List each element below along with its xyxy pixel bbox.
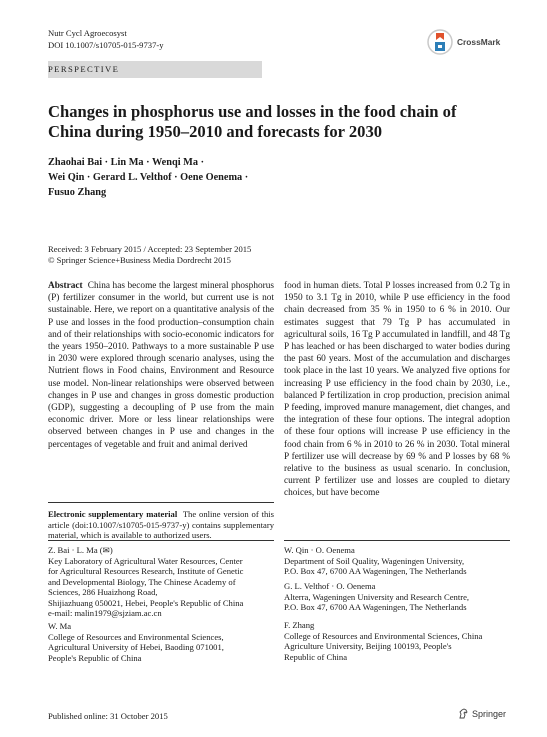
affiliation-line: Shijiazhuang 050021, Hebei, People's Republic of China	[48, 597, 244, 608]
section-label: PERSPECTIVE	[48, 64, 120, 74]
publication-dates	[48, 244, 251, 265]
abstract-right: food in human diets. Total P losses increased from 0.2 Tg in 1950 to 3.1 Tg in 2010, while P use efficiency in the food chain decreased from 35 % in 1950 to 6 % in 2010. Our estimates suggest that 79 Tg P has accumulated in agricultural soils, 16 Tg P accumulated in landfill, and 48 Tg P has leached or has been discharged to water bodies during the past 60 years. Most of the accumulation and discharges took place in the last 10 years. We analyzed five options for increasing P use efficiency in the food chain by 2030, i.e., balanced P fertilization in crop production, precision animal P feeding, improved manure management, diet changes, and the integration of these four options. The integral adoption of these four options will increase P use efficiency in the food chain from 6 % in 2010 to 26 % in 2030. Total mineral P fertilizer use will decrease by 69 % and P losses by 68 % relative to the business as usual scenario. In conclusion, current P fertilizer use and losses are coupled to dietary choices, but have become	[284, 281, 511, 499]
journal-header	[48, 28, 164, 51]
affiliation-line: and Developmental Biology, The Chinese Academy of	[48, 576, 236, 587]
affiliation-line: Key Laboratory of Agricultural Water Resources, Center	[48, 555, 243, 566]
author-line: Wei Qin · Gerard L. Velthof · Oene Oenema ·	[48, 172, 249, 183]
affiliation-block	[48, 545, 274, 619]
abstract-text-left: China has become the largest mineral phosphorus (P) fertilizer consumer in the world, but current use is not sustainable. Here, we report on a quantitative analysis of the P use and losses in the food production–consumption chain and of their relationships with socio-economic indicators for the years 1950–2010. Pathways to a more sustainable P use in 2030 were explored through scenario analyses, using the Nutrient flows in Food chains, Environment and Resource use model. Non-linear relationships were observed between changes in P use and changes in gross domestic production (GDP), suggesting a decoupling of P use from the main economic driver. More or less linear relationships were observed between changes in P use and changes in the percentages of vegetable and fruit and animal derived	[48, 281, 274, 450]
affiliation-line: Alterra, Wageningen University and Research Centre,	[284, 591, 470, 602]
affiliation-line: Republic of China	[284, 651, 348, 662]
crossmark-badge[interactable]	[427, 28, 507, 58]
affiliation-email[interactable]: e-mail: malin1979@sjziam.ac.cn	[48, 608, 162, 618]
supplementary-note	[48, 509, 274, 541]
divider	[48, 502, 274, 503]
article-title: Changes in phosphorus use and losses in the food chain of China during 1950–2010 and forecasts for 2030	[48, 102, 457, 141]
affiliation-line: for Agricultural Resources Research, Institute of Genetic	[48, 566, 244, 576]
affiliation-block	[284, 545, 510, 577]
affiliation-names: F. Zhang	[284, 620, 315, 630]
published-online: Published online: 31 October 2015	[48, 711, 168, 721]
divider	[284, 540, 510, 541]
affiliation-line: Agricultural University of Hebei, Baoding 071001,	[48, 642, 224, 652]
publisher-logo	[458, 708, 506, 719]
affiliation-line: P.O. Box 47, 6700 AA Wageningen, The Netherlands	[284, 566, 467, 576]
affiliation-names: Z. Bai · L. Ma (✉)	[48, 545, 113, 555]
journal-name: Nutr Cycl Agroecosyst	[48, 28, 127, 38]
publisher-name: Springer	[472, 709, 507, 719]
abstract-label: Abstract	[48, 281, 83, 291]
copyright-line: © Springer Science+Business Media Dordrecht 2015	[48, 254, 231, 265]
affiliation-line: College of Resources and Environmental Sciences, China	[284, 630, 483, 641]
esm-text: The online version of this article (doi:10.1007/s10705-015-9737-y) contains supplementary material, which is available to authorized users.	[48, 509, 274, 540]
affiliation-names: W. Qin · O. Oenema	[284, 545, 355, 555]
affiliation-block	[48, 621, 274, 663]
affiliation-line: Agriculture University, Beijing 100193, People's	[284, 641, 452, 651]
section-bar	[48, 61, 262, 78]
crossmark-label: CrossMark	[457, 37, 501, 47]
affiliation-line: Sciences, 286 Huaizhong Road,	[48, 587, 158, 597]
abstract-left	[48, 280, 274, 451]
affiliation-block	[284, 581, 510, 613]
affiliation-line: P.O. Box 47, 6700 AA Wageningen, The Netherlands	[284, 602, 467, 612]
author-line: Fusuo Zhang	[48, 187, 107, 198]
affiliation-line: People's Republic of China	[48, 652, 142, 663]
affiliation-names: G. L. Velthof · O. Oenema	[284, 581, 376, 591]
crossmark-icon	[427, 28, 453, 56]
affiliation-line: Department of Soil Quality, Wageningen University,	[284, 555, 465, 566]
divider	[48, 540, 274, 541]
springer-horse-icon	[458, 708, 469, 719]
author-line: Zhaohai Bai · Lin Ma · Wenqi Ma ·	[48, 157, 205, 168]
author-list	[48, 155, 308, 200]
affiliation-names: W. Ma	[48, 621, 72, 631]
received-accepted: Received: 3 February 2015 / Accepted: 23 September 2015	[48, 244, 252, 254]
esm-label: Electronic supplementary material	[48, 509, 178, 519]
affiliation-line: College of Resources and Environmental Sciences,	[48, 631, 224, 642]
affiliation-block	[284, 620, 510, 662]
article-doi[interactable]: DOI 10.1007/s10705-015-9737-y	[48, 39, 164, 50]
